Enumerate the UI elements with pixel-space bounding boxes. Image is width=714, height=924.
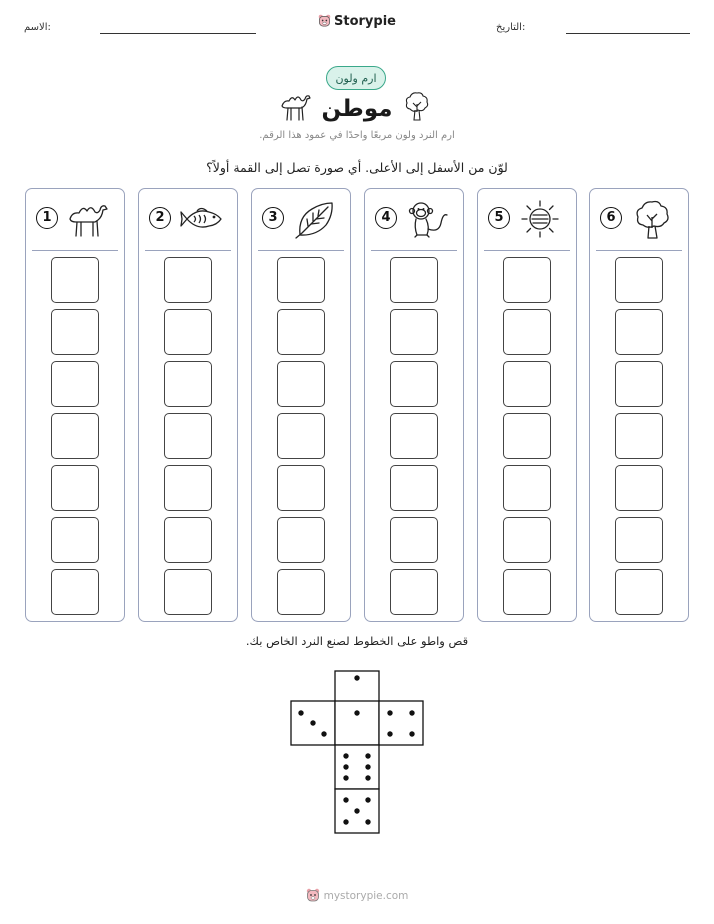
color-square[interactable] — [277, 517, 325, 563]
monkey-icon — [405, 199, 451, 239]
color-square[interactable] — [390, 569, 438, 615]
color-square[interactable] — [277, 465, 325, 511]
color-square[interactable] — [390, 257, 438, 303]
color-square[interactable] — [615, 413, 663, 459]
color-square[interactable] — [615, 361, 663, 407]
date-line[interactable] — [566, 33, 690, 34]
color-square[interactable] — [51, 257, 99, 303]
color-square[interactable] — [615, 517, 663, 563]
column-3 — [251, 188, 351, 622]
color-square[interactable] — [164, 465, 212, 511]
instructions-subtitle: ارم النرد ولون مربعًا واحدًا في عمود هذا الرقم. — [259, 130, 455, 141]
name-line[interactable] — [100, 33, 256, 34]
column-number: 2 — [149, 207, 171, 229]
color-square[interactable] — [615, 465, 663, 511]
column-number: 6 — [600, 207, 622, 229]
camel-icon — [66, 199, 112, 239]
color-square[interactable] — [51, 465, 99, 511]
color-square[interactable] — [615, 569, 663, 615]
dice-face-6 — [335, 745, 379, 789]
color-square[interactable] — [503, 465, 551, 511]
color-square[interactable] — [503, 569, 551, 615]
color-square[interactable] — [277, 257, 325, 303]
color-square[interactable] — [277, 309, 325, 355]
color-square[interactable] — [390, 465, 438, 511]
color-square[interactable] — [503, 257, 551, 303]
column-number: 5 — [488, 207, 510, 229]
color-square[interactable] — [503, 517, 551, 563]
footer-url[interactable]: mystorypie.com — [323, 890, 409, 902]
cut-instruction: قص واطو على الخطوط لصنع النرد الخاص بك. — [245, 634, 469, 648]
column-1 — [25, 188, 125, 622]
color-square[interactable] — [277, 569, 325, 615]
color-square[interactable] — [277, 413, 325, 459]
dice-net — [289, 670, 425, 836]
color-square[interactable] — [51, 413, 99, 459]
brand-name: Storypie — [334, 14, 396, 29]
sun-icon — [518, 199, 564, 239]
bear-logo-icon — [306, 888, 320, 902]
color-square[interactable] — [164, 361, 212, 407]
color-square[interactable] — [390, 361, 438, 407]
color-square[interactable] — [51, 517, 99, 563]
column-2 — [138, 188, 238, 622]
color-square[interactable] — [51, 309, 99, 355]
color-square[interactable] — [503, 413, 551, 459]
fish-icon — [179, 199, 225, 239]
tree-icon — [630, 199, 676, 239]
leaf-icon — [292, 199, 338, 239]
color-square[interactable] — [164, 517, 212, 563]
tree-icon — [403, 90, 431, 122]
color-square[interactable] — [164, 257, 212, 303]
color-square[interactable] — [164, 413, 212, 459]
color-square[interactable] — [615, 309, 663, 355]
activity-badge: ارم ولون — [326, 66, 386, 90]
bear-logo-icon — [318, 14, 331, 27]
dice-face-4 — [379, 701, 423, 745]
column-number: 4 — [375, 207, 397, 229]
color-square[interactable] — [390, 309, 438, 355]
brand-logo — [0, 14, 714, 29]
footer — [0, 888, 714, 902]
date-label: التاريخ: — [496, 22, 526, 33]
column-number: 1 — [36, 207, 58, 229]
color-square[interactable] — [51, 361, 99, 407]
dice-face-1 — [335, 701, 379, 745]
column-number: 3 — [262, 207, 284, 229]
color-square[interactable] — [390, 413, 438, 459]
color-square[interactable] — [277, 361, 325, 407]
name-label: الاسم: — [24, 22, 51, 33]
color-square[interactable] — [615, 257, 663, 303]
column-6 — [589, 188, 689, 622]
color-square[interactable] — [164, 309, 212, 355]
color-square[interactable] — [51, 569, 99, 615]
column-4 — [364, 188, 464, 622]
column-5 — [477, 188, 577, 622]
color-square[interactable] — [503, 309, 551, 355]
color-square[interactable] — [503, 361, 551, 407]
color-square[interactable] — [164, 569, 212, 615]
color-square[interactable] — [390, 517, 438, 563]
question-text: لوّن من الأسفل إلى الأعلى. أي صورة تصل إلى القمة أولاً؟ — [206, 160, 508, 175]
page-title: موطن — [321, 96, 393, 122]
